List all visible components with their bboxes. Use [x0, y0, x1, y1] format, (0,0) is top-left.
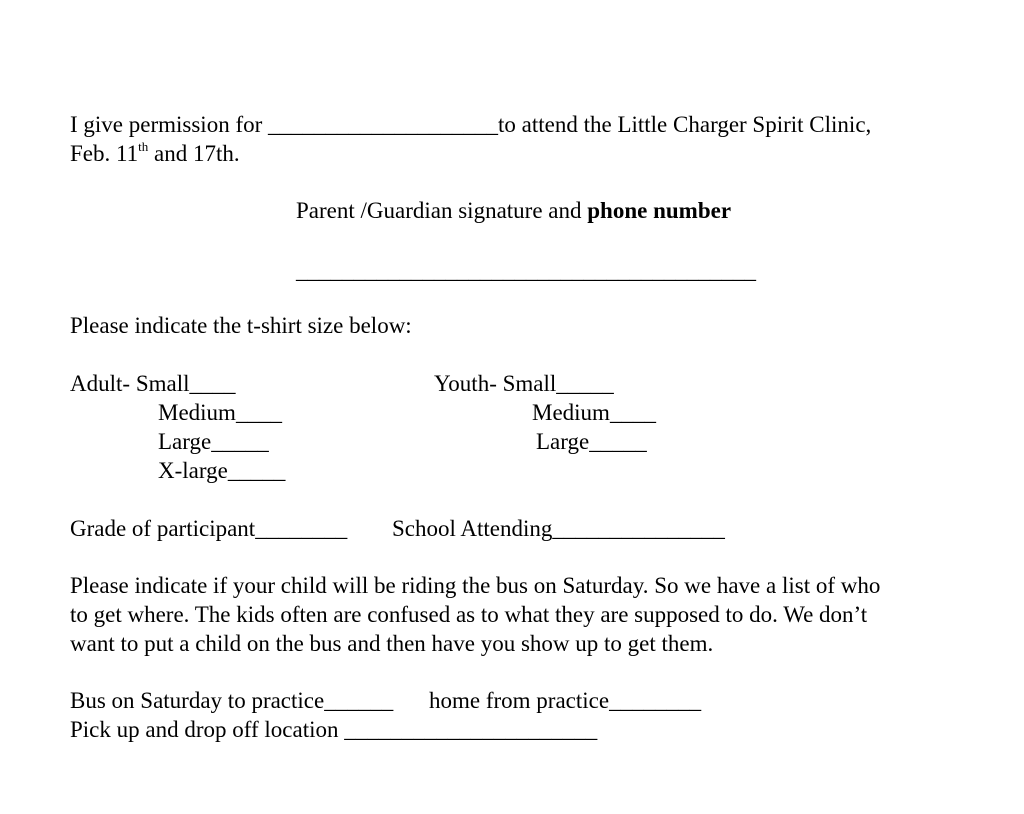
bus-note-line-3: want to put a child on the bus and then have you show up to get them.	[70, 631, 714, 656]
grade-field[interactable]: Grade of participant________	[70, 516, 348, 541]
permission-prefix: I give permission for	[70, 112, 269, 137]
signature-label-regular: Parent /Guardian signature and	[296, 198, 588, 223]
permission-line-1	[70, 110, 871, 139]
youth-label: Youth-	[434, 371, 503, 396]
date-superscript: th	[138, 139, 149, 155]
adult-large-blank[interactable]: Large_____	[158, 429, 269, 454]
bus-note-line-2: to get where. The kids often are confused as to what they are supposed to do. We don’t	[70, 602, 868, 627]
adult-size-row-small	[70, 369, 235, 398]
signature-label	[296, 196, 731, 225]
youth-size-row-small	[434, 369, 614, 398]
participant-name-blank[interactable]: ____________________	[268, 112, 499, 137]
pickup-location-field[interactable]: Pick up and drop off location ______________________	[70, 717, 598, 742]
date-prefix: Feb. 11	[70, 141, 139, 166]
adult-medium-blank[interactable]: Medium____	[158, 400, 282, 425]
youth-small-blank[interactable]: Small_____	[502, 371, 614, 396]
bus-home-field[interactable]: home from practice________	[429, 688, 702, 713]
permission-line-2	[70, 139, 240, 168]
youth-large-blank[interactable]: Large_____	[536, 429, 647, 454]
adult-label: Adult-	[70, 371, 136, 396]
signature-line[interactable]: ________________________________________	[296, 258, 756, 283]
school-field[interactable]: School Attending_______________	[392, 516, 725, 541]
bus-note-line-1: Please indicate if your child will be riding the bus on Saturday. So we have a list of who	[70, 573, 881, 598]
bus-to-practice-field[interactable]: Bus on Saturday to practice______	[70, 688, 394, 713]
permission-suffix: to attend the Little Charger Spirit Clinic,	[498, 112, 872, 137]
signature-label-bold: phone number	[587, 198, 732, 223]
date-suffix: and 17th.	[148, 141, 240, 166]
tshirt-intro: Please indicate the t-shirt size below:	[70, 313, 412, 338]
youth-medium-blank[interactable]: Medium____	[532, 400, 656, 425]
adult-xlarge-blank[interactable]: X-large_____	[158, 458, 286, 483]
adult-small-blank[interactable]: Small____	[135, 371, 236, 396]
